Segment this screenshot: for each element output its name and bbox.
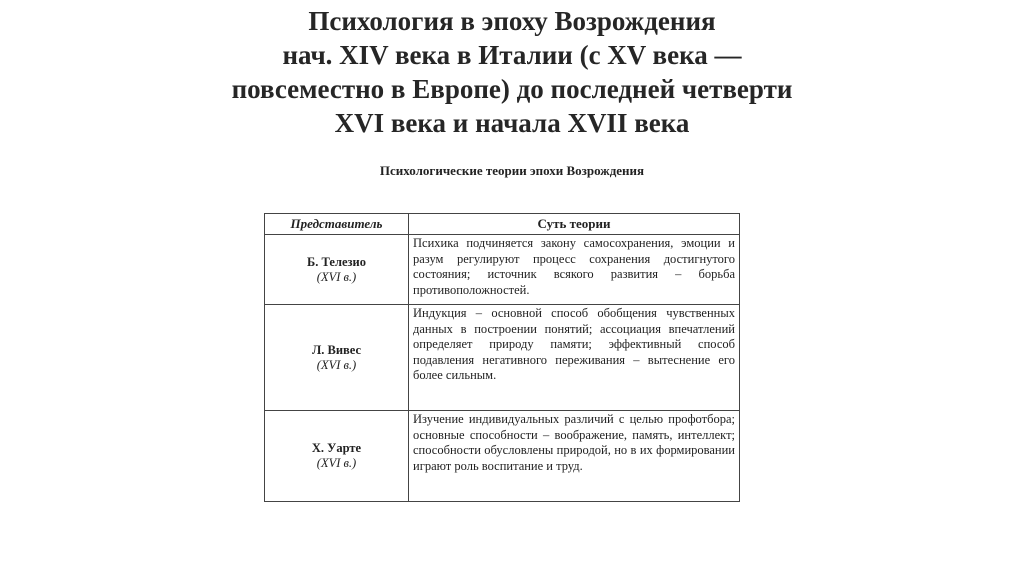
table-row: [265, 411, 740, 502]
title-line-4: XVI века и начала XVII века: [334, 108, 690, 138]
representative-name: Х. Уарте: [311, 441, 362, 455]
header-essence: Суть теории: [409, 214, 740, 235]
title-line-1: Психология в эпоху Возрождения: [308, 6, 716, 36]
representative-name: Л. Вивес: [311, 342, 362, 357]
representative-century: (XVI в.): [316, 456, 357, 470]
table-caption: Психологические теории эпохи Возрождения: [379, 163, 645, 178]
representative-cell: [265, 305, 409, 411]
representative-cell: [265, 235, 409, 305]
table-row: [265, 305, 740, 411]
representative-name: Б. Телезио: [307, 254, 366, 269]
slide-title: [0, 4, 1024, 140]
title-line-3: повсеместно в Европе) до последней четверти: [231, 74, 793, 104]
representative-century: (XVI в.): [316, 269, 357, 284]
title-line-2: нач. XIV века в Италии (с XV века —: [282, 40, 742, 70]
essence-text: Психика подчиняется закону самосохранения, эмоции и разум регулируют процесс сохранения достигнутого состояния; источник всякого развития – борьба противоположностей.: [409, 235, 740, 305]
essence-text: Индукция – основной способ обобщения чувственных данных в построении понятий; ассоциация впечатлений определяет природу памяти; эффективный способ подавления негативного переживания – вытеснение его более сильным.: [409, 305, 740, 411]
essence-text: Изучение индивидуальных различий с целью профотбора; основные способности – воображение, память, интеллект; способности обусловлены природой, но в их формировании играют роль воспитание и труд.: [409, 411, 740, 502]
representative-century: (XVI в.): [316, 357, 357, 372]
header-representative: Представитель: [265, 214, 409, 235]
representative-cell: [265, 411, 409, 502]
table-row: [265, 235, 740, 305]
theories-table: [264, 213, 740, 502]
table-header-row: [265, 214, 740, 235]
